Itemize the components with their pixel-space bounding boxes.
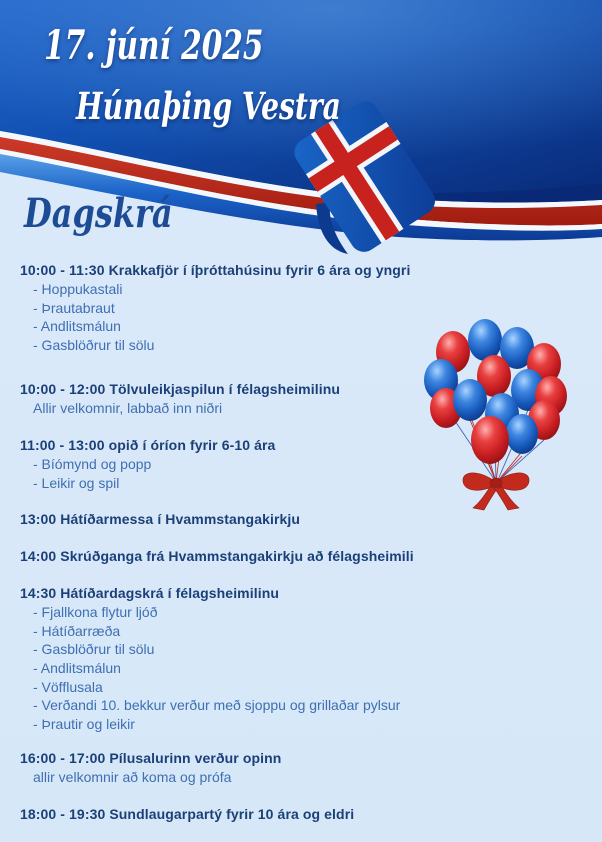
schedule-list <box>20 261 588 842</box>
event-heading: 14:30 Hátíðardagskrá í félagsheimilinu <box>20 585 280 602</box>
event-detail: - Vöfflusala <box>33 678 103 695</box>
event-detail: - Þrautabraut <box>33 299 115 316</box>
event-block <box>20 805 588 824</box>
schedule-section-title: Dagskrá <box>24 190 173 237</box>
event-detail: allir velkomnir að koma og prófa <box>33 769 232 786</box>
event-detail: - Hátíðarræða <box>33 622 121 639</box>
event-detail: - Andlitsmálun <box>33 659 121 676</box>
event-heading: 10:00 - 11:30 Krakkafjör í íþróttahúsinu fyrir 6 ára og yngri <box>20 262 411 278</box>
event-detail: - Fjallkona flytur ljóð <box>33 604 158 621</box>
event-detail: - Þrautir og leikir <box>33 715 135 732</box>
event-detail: - Andlitsmálun <box>33 318 121 335</box>
event-heading: 13:00 Hátíðarmessa í Hvammstangakirkju <box>20 511 301 528</box>
event-block <box>20 261 588 354</box>
event-detail: - Gasblöðrur til sölu <box>33 336 155 353</box>
event-detail: Allir velkomnir, labbað inn niðri <box>33 400 223 417</box>
event-heading: 10:00 - 12:00 Tölvuleikjaspilun í félagsheimilinu <box>20 381 341 398</box>
event-heading: 16:00 - 17:00 Pílusalurinn verður opinn <box>20 750 282 767</box>
event-heading: 11:00 - 13:00 opið í óríon fyrir 6-10 ára <box>20 436 276 453</box>
municipality-title: Húnaþing Vestra <box>76 84 341 128</box>
event-block <box>20 547 588 566</box>
event-block <box>20 584 588 733</box>
event-detail: - Verðandi 10. bekkur verður með sjoppu og grillaðar pylsur <box>33 697 401 714</box>
event-date-title: 17. júní 2025 <box>44 22 264 69</box>
event-block <box>20 380 588 418</box>
event-detail: - Hoppukastali <box>33 281 123 297</box>
event-block <box>20 436 588 492</box>
event-detail: - Bíómynd og popp <box>33 455 152 472</box>
event-detail: - Leikir og spil <box>33 474 120 491</box>
event-block <box>20 510 588 529</box>
event-detail: - Gasblöðrur til sölu <box>33 641 155 658</box>
event-block <box>20 749 588 787</box>
event-heading: 18:00 - 19:30 Sundlaugarpartý fyrir 10 ára og eldri <box>20 805 355 822</box>
event-heading: 14:00 Skrúðganga frá Hvammstangakirkju að félagsheimili <box>20 548 414 565</box>
